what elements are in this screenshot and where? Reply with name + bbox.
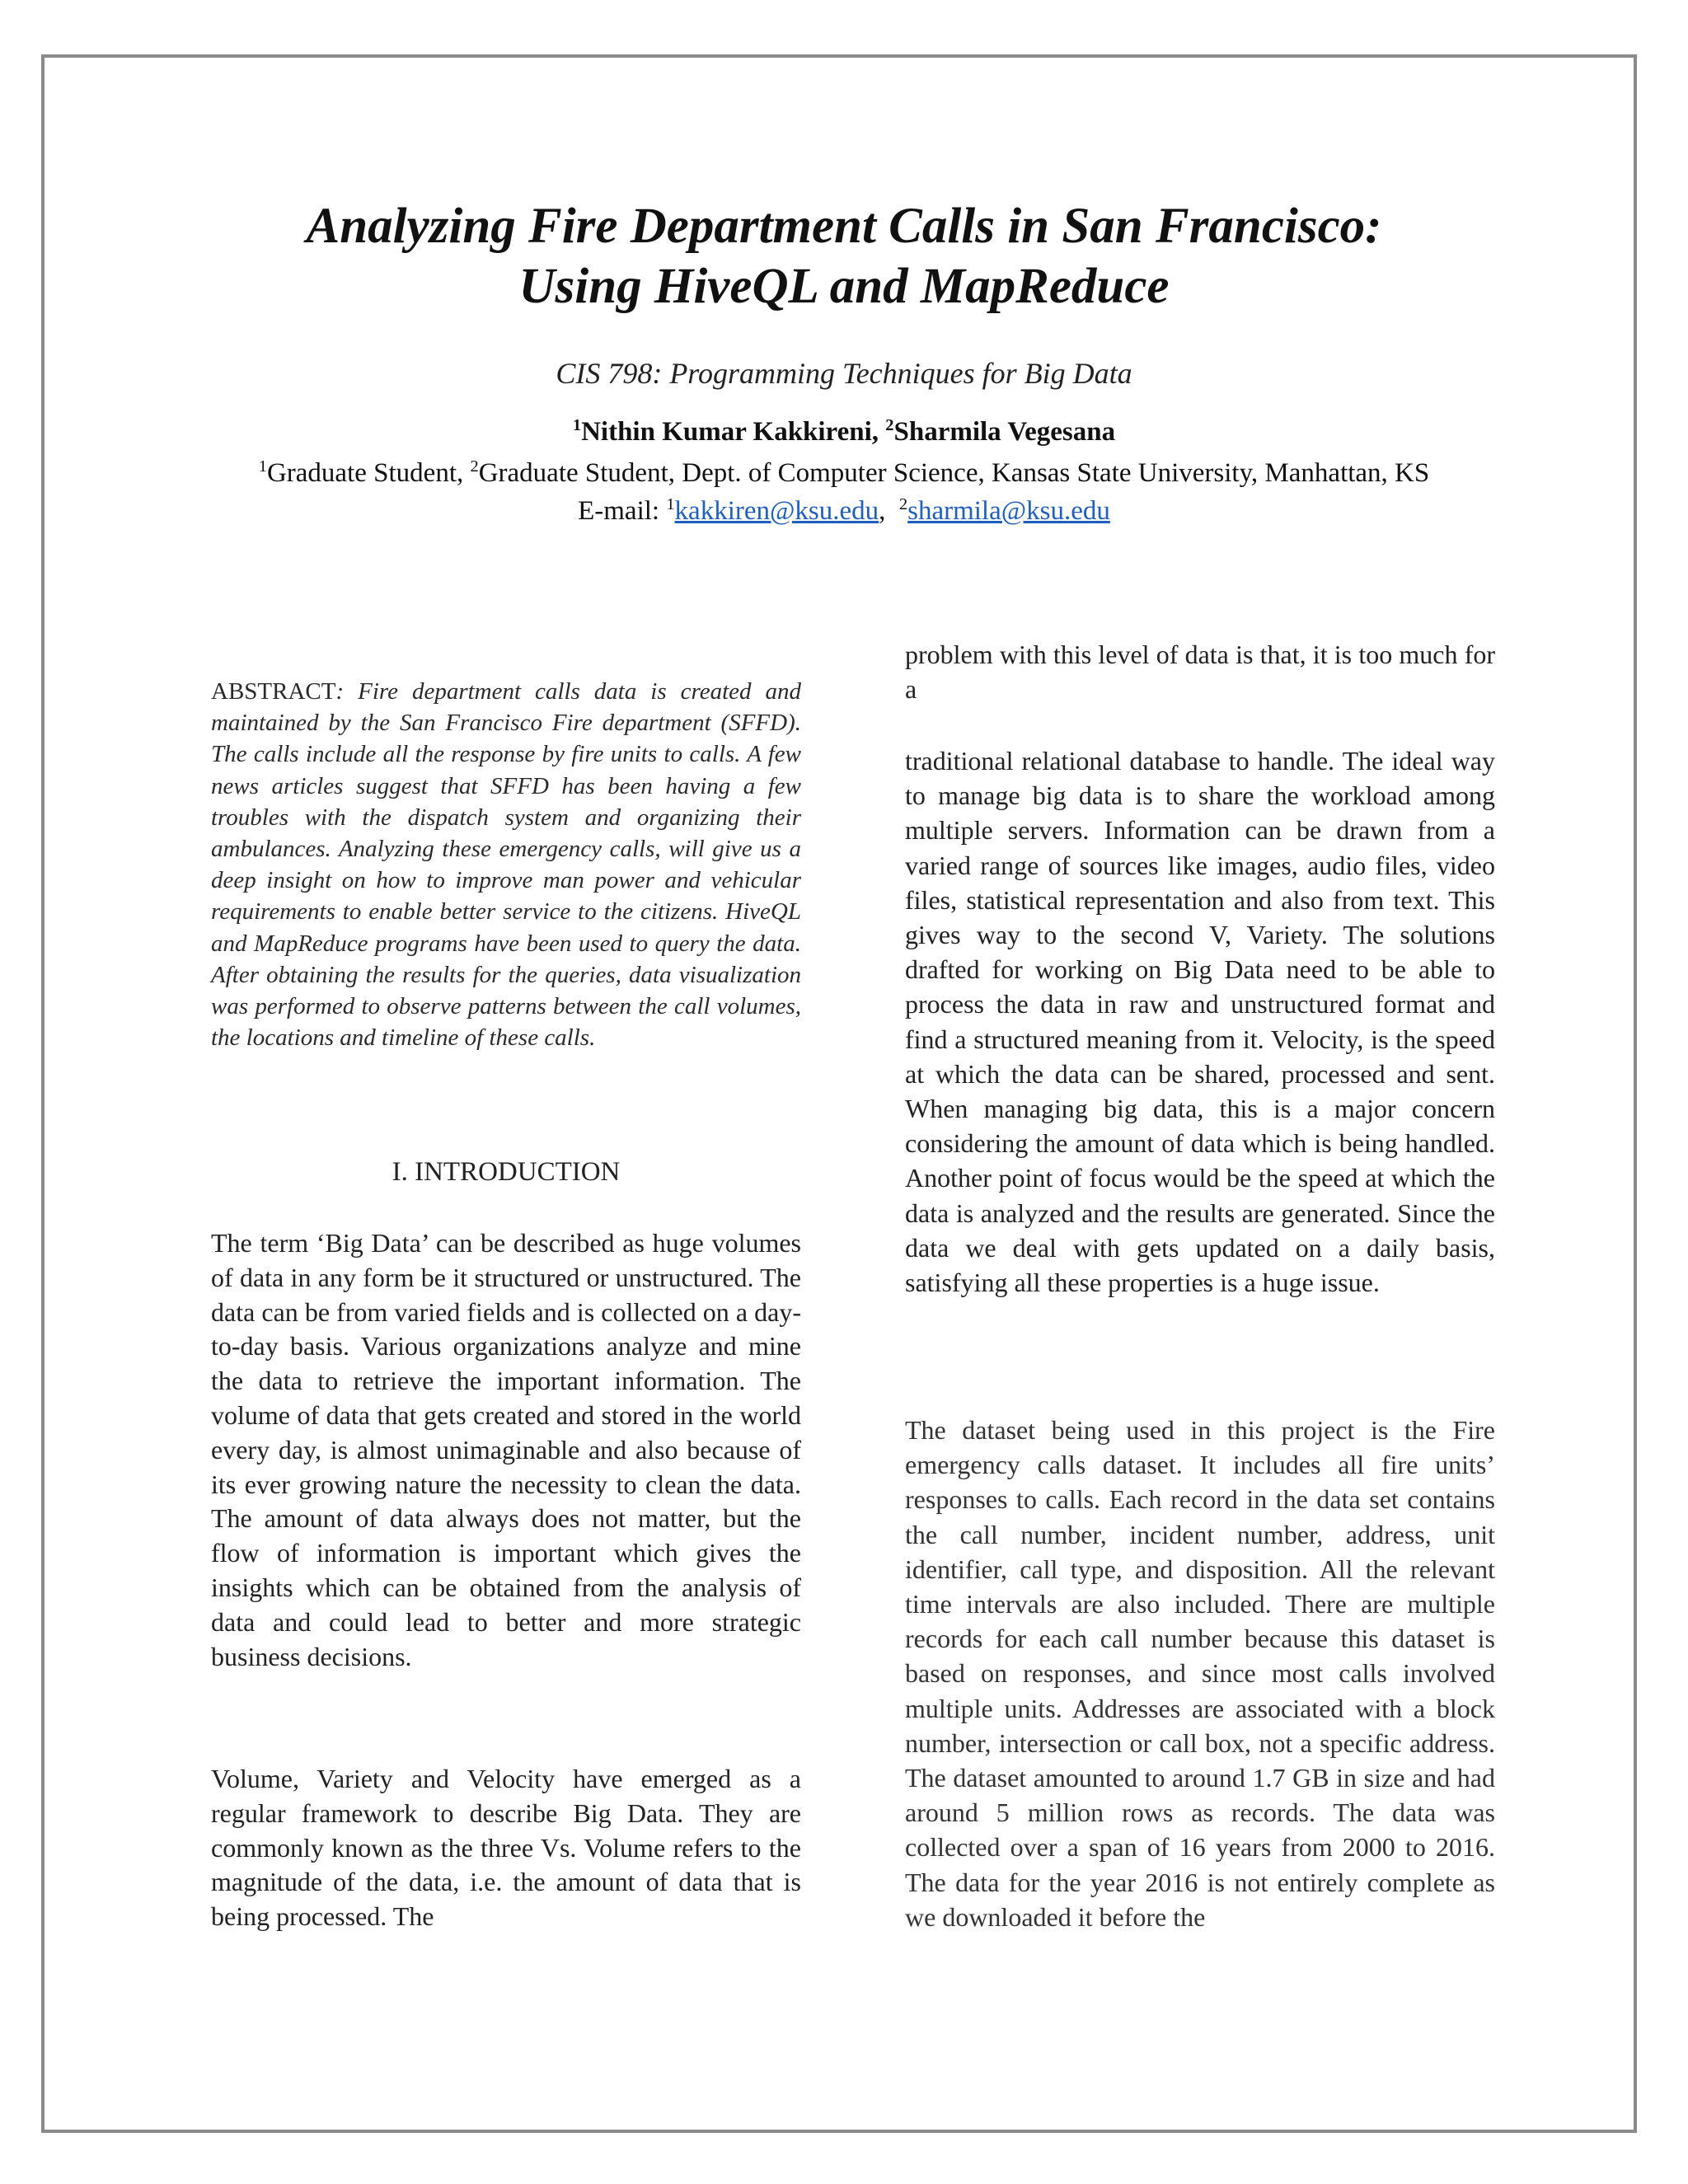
intro-paragraph-2 — [211, 1762, 801, 1934]
author-list: $^1$Nithin Kumar Kakkireni, $^2$Sharmila Vegesana — [572, 416, 1116, 447]
affiliation1-superscript: 1 — [258, 457, 267, 476]
paper-title — [82, 196, 1606, 316]
right-paragraph-3 — [905, 1413, 1495, 1934]
affiliation-line — [82, 458, 1606, 489]
email1-superscript: 1 — [666, 495, 675, 513]
abstract — [211, 676, 801, 1053]
affiliation2-superscript: 2 — [470, 457, 479, 476]
email-link-1[interactable]: kakkiren@ksu.edu — [674, 496, 879, 526]
affiliation1-text: Graduate Student, — [266, 458, 471, 488]
title-line-2: Using HiveQL and MapReduce — [518, 259, 1170, 315]
right-paragraph-1 — [905, 638, 1495, 707]
abstract-text: : Fire department calls data is created and maintained by the San Francisco Fire department (SFFD). The calls include all the response by fire units to calls. A few news articles suggest that SFFD has been having a few troubles with the dispatch system and organizing their ambulances. Analyzing these emergency calls, will give us a deep insight on how to improve man power and vehicular requirements to enable better service to the citizens. HiveQL and MapReduce programs have been used to query the data. After obtaining the results for the queries, data visualization was performed to observe patterns between the call volumes, the locations and timeline of these calls. — [211, 678, 801, 1052]
affiliation2-text: Graduate Student, Dept. of Computer Science, Kansas State University, Manhattan, KS — [478, 458, 1430, 488]
email2-superscript: 2 — [898, 495, 908, 513]
title-line-1: Analyzing Fire Department Calls in San Francisco: — [306, 199, 1382, 254]
email-label: E-mail: — [578, 496, 667, 526]
right-paragraph-2 — [905, 743, 1495, 1300]
author1-name: Nithin Kumar Kakkireni — [581, 417, 872, 447]
author1-superscript: 1 — [572, 416, 582, 434]
intro-paragraph-1 — [211, 1226, 801, 1674]
paragraph-text: traditional relational database to handle. The ideal way to manage big data is to share the workload among multiple servers. Information can be drawn from a varied range of sources like images, audio files, video files, statistical representation and also from text. This gives way to the second V, Variety. The solutions drafted for working on Big Data need to be able to process the data in raw and unstructured format and find a structured meaning from it. Velocity, is the speed at which the data can be shared, processed and sent. When managing big data, this is a major concern considering the amount of data which is being handled. Another point of focus would be the speed at which the data is analyzed and the results are generated. Since the data we deal with gets updated on a daily basis, satisfying all these properties is a huge issue. — [905, 746, 1495, 1298]
paragraph-text: Volume, Variety and Velocity have emerged as a regular framework to describe Big Data. They are commonly known as the three Vs. Volume refers to the magnitude of the data, i.e. the amount of data that is being processed. The — [211, 1764, 801, 1932]
author2-name: Sharmila Vegesana — [893, 417, 1116, 447]
section-heading-introduction: I. INTRODUCTION — [392, 1157, 621, 1187]
paragraph-text: The dataset being used in this project is the Fire emergency calls dataset. It includes all fire units’ responses to calls. Each record in the data set contains the call number, incident number, address, unit identifier, call type, and disposition. All the relevant time intervals are also included. There are multiple records for each call number because this dataset is based on responses, and since most calls involved multiple units. Addresses are associated with a block number, intersection or call box, not a specific address. The dataset amounted to around 1.7 GB in size and had around 5 million rows as records. The data was collected over a span of 16 years from 2000 to 2016. The data for the year 2016 is not entirely complete as we downloaded it before the — [905, 1415, 1495, 1932]
email-link-2[interactable]: sharmila@ksu.edu — [907, 496, 1110, 526]
abstract-label: ABSTRACT — [211, 678, 336, 705]
author2-superscript: 2 — [885, 416, 894, 434]
course-subtitle: CIS 798: Programming Techniques for Big Data — [556, 357, 1132, 390]
email-line: E-mail: $^1$kakkiren@ksu.edu, $^2$sharmila@ksu.edu — [578, 495, 1110, 526]
paragraph-text: The term ‘Big Data’ can be described as huge volumes of data in any form be it structured or unstructured. The data can be from varied fields and is collected on a day-to-day basis. Various organizations analyze and mine the data to retrieve the important information. The volume of data that gets created and stored in the world every day, is almost unimaginable and also because of its ever growing nature the necessity to clean the data. The amount of data always does not matter, but the flow of information is important which gives the insights which can be obtained from the analysis of data and could lead to better and more strategic business decisions. — [211, 1228, 801, 1671]
paragraph-text: problem with this level of data is that, it is too much for a — [905, 640, 1495, 704]
